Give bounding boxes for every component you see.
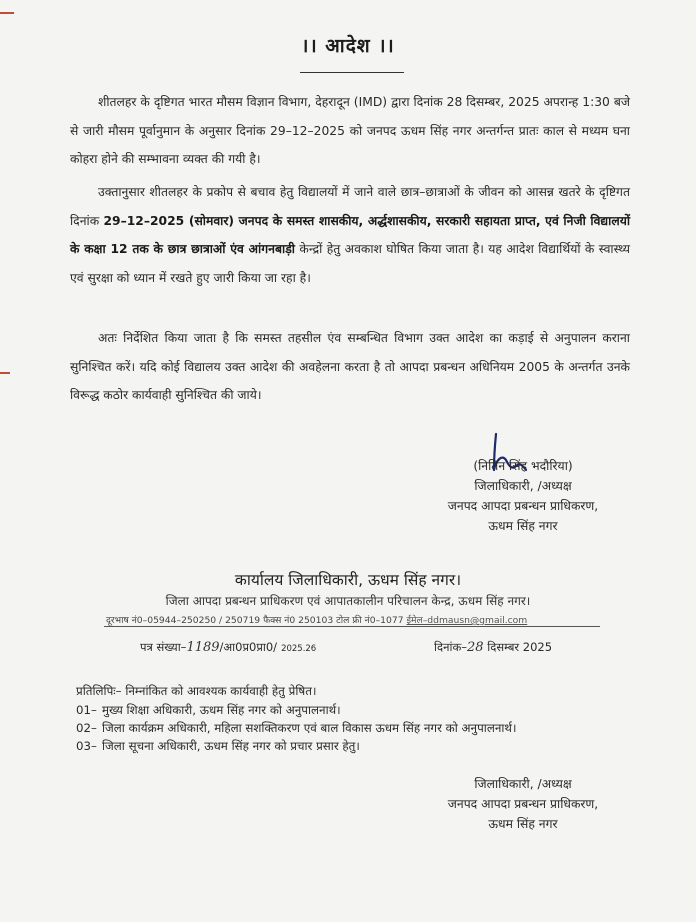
- paragraph-holiday: [70, 178, 630, 292]
- copy-to-text: मुख्य शिक्षा अधिकारी, ऊधम सिंह नगर को अनुपालनार्थ।: [102, 703, 341, 717]
- copy-to-number: 02–: [76, 721, 97, 735]
- paragraph-text: शीतलहर के दृष्टिगत भारत मौसम विज्ञान विभाग, देहरादून (IMD) द्वारा दिनांक 28 दिसम्बर, 2025 अपरान्ह 1:30 बजे से जारी मौसम पूर्वानुमान के अनुसार दिनांक 29–12–2025 को जनपद ऊधम सिंह नगर अन्तर्गन्त प्रातः काल से मध्यम घना कोहरा होने की सम्भावना व्यक्त की गयी है।: [70, 95, 630, 166]
- letter-number: [140, 640, 316, 655]
- letter-number-suffix: /आ0प्र0प्रा0/: [219, 640, 278, 654]
- signatory-authority: जनपद आपदा प्रबन्धन प्राधिकरण,: [447, 499, 599, 513]
- holiday-declaration-bold: 29–12–2025 (सोमवार) जनपद के समस्त शासकीय, अर्द्धशासकीय, सरकारी सहायता प्राप्त, एवं निजी विद्यालयों के कक्षा 12 तक के छात्र छात्राओं एंव आंगनबाड़ी: [70, 213, 631, 256]
- copy-to-item: [76, 738, 360, 754]
- contact-line: [106, 613, 616, 626]
- letter-date: [434, 640, 552, 655]
- letter-number-value: 1189: [186, 640, 220, 655]
- paragraph-text: केन्द्रों हेतु अवकाश घोषित किया जाता है। यह आदेश विद्यार्थियों के स्वास्थ्य एवं सुरक्षा को ध्यान में रखते हुए जारी किया जा रहा है।: [70, 242, 631, 285]
- copy-to-number: 03–: [76, 739, 97, 753]
- signatory-designation: जिलाधिकारी, /अध्यक्ष: [474, 777, 572, 791]
- copy-to-item: [76, 702, 341, 718]
- date-label: दिनांक–: [434, 640, 468, 654]
- edge-mark: [0, 12, 14, 14]
- edge-mark: [0, 372, 10, 374]
- copy-to-text: जिला कार्यक्रम अधिकारी, महिला सशक्तिकरण एवं बाल विकास ऊधम सिंह नगर को अनुपालनार्थ।: [102, 721, 517, 735]
- signatory-block-footer: [408, 774, 638, 834]
- email-address: ईमेल–ddmausn@gmail.com: [406, 615, 528, 626]
- paragraph-text: अतः निर्देशित किया जाता है कि समस्त तहसील एंव सम्बन्धित विभाग उक्त आदेश का कड़ाई से अनुपालन कराना सुनिश्चित करें। यदि कोई विद्यालय उक्त आदेश की अवहेलना करता है तो आपदा प्रबन्धन अधिनियम 2005 के अन्तर्गत उनके विरूद्ध कठोर कार्यवाही सुनिश्चित की जाये।: [70, 331, 630, 402]
- copy-to-item: [76, 720, 516, 736]
- signatory-district: ऊधम सिंह नगर: [488, 519, 558, 533]
- paragraph-compliance: [70, 324, 630, 410]
- office-subheading: जिला आपदा प्रबन्धन प्राधिकरण एवं आपातकालीन परिचालन केन्द्र, ऊधम सिंह नगर।: [165, 594, 531, 608]
- signatory-district: ऊधम सिंह नगर: [488, 817, 558, 831]
- divider: [104, 626, 600, 627]
- letter-year: 2025.26: [281, 644, 317, 654]
- contact-numbers: दूरभाष नं0–05944–250250 / 250719 फैक्स नं0 250103 टोल फ्री नं0–1077: [106, 615, 404, 626]
- copy-to-text: जिला सूचना अधिकारी, ऊधम सिंह नगर को प्रचार प्रसार हेतु।: [102, 739, 360, 753]
- title-underline: [300, 72, 404, 73]
- copy-to-number: 01–: [76, 703, 97, 717]
- signatory-authority: जनपद आपदा प्रबन्धन प्राधिकरण,: [447, 797, 599, 811]
- date-month-year: दिसम्बर 2025: [487, 640, 553, 654]
- order-title: ।। आदेश ।।: [301, 35, 395, 57]
- signatory-name: (नितिन सिंह भदौरिया): [473, 459, 573, 473]
- letter-number-label: पत्र संख्या–: [140, 640, 187, 654]
- signatory-designation: जिलाधिकारी, /अध्यक्ष: [474, 479, 572, 493]
- paragraph-text: उक्तानुसार शीतलहर के प्रकोप से बचाव हेतु विद्यालयों में जाने वाले छात्र–छात्राओं के जीवन को आसन्न खतरे के दृष्टिगत दिनांक: [70, 185, 630, 228]
- date-day: 28: [467, 640, 484, 655]
- signatory-block: [408, 456, 638, 536]
- copy-to-heading: प्रतिलिपिः– निम्नांकित को आवश्यक कार्यवाही हेतु प्रेषित।: [76, 684, 317, 698]
- paragraph-forecast: [70, 88, 630, 174]
- office-heading: कार्यालय जिलाधिकारी, ऊधम सिंह नगर।: [234, 571, 462, 589]
